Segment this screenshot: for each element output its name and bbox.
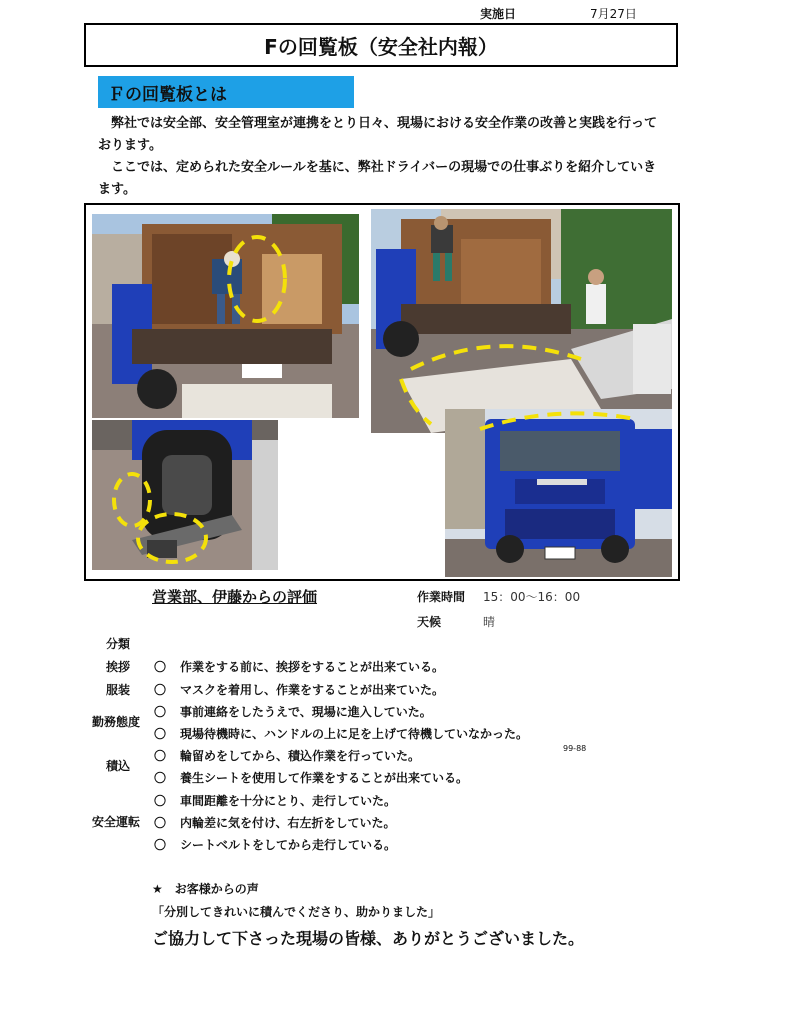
- check-mark: 〇: [154, 705, 167, 719]
- eval-item: [154, 814, 396, 831]
- customer-voice-title: ★ お客様からの声: [152, 882, 259, 896]
- check-mark: 〇: [154, 660, 167, 674]
- photo-truck-front: [445, 409, 672, 577]
- work-time-label: 作業時間: [417, 590, 466, 604]
- eval-item-text: 輪留めをしてから、積込作業を行っていた。: [180, 749, 421, 763]
- check-mark: 〇: [154, 683, 167, 697]
- category-greeting: 挨拶: [106, 660, 131, 674]
- eval-item-text: シートベルトをしてから走行している。: [180, 838, 397, 852]
- photo-protective-sheet: [371, 209, 672, 433]
- eval-item: [154, 769, 468, 786]
- license-plate-text: 99-88: [563, 744, 587, 753]
- eval-item-text: 養生シートを使用して作業をすることが出来ている。: [180, 771, 469, 785]
- category-safe-driving: 安全運転: [92, 815, 141, 829]
- work-time-value: 15：00〜16：00: [483, 590, 581, 604]
- date-value: 7月27日: [590, 7, 637, 21]
- intro-text: [98, 113, 668, 201]
- eval-item-text: マスクを着用し、作業をすることが出来ていた。: [180, 683, 445, 697]
- eval-item-text: 作業をする前に、挨拶をすることが出来ている。: [180, 660, 445, 674]
- category-header: 分類: [106, 637, 131, 651]
- eval-item: [154, 836, 396, 853]
- check-mark: 〇: [154, 727, 167, 741]
- page-title: Fの回覧板（安全社内報）: [84, 23, 678, 67]
- eval-item: [154, 658, 444, 675]
- weather-label: 天候: [417, 615, 442, 629]
- eval-item-text: 車間距離を十分にとり、走行していた。: [180, 794, 397, 808]
- category-loading: 積込: [106, 759, 131, 773]
- weather-value: 晴: [483, 615, 496, 629]
- eval-item: [154, 703, 432, 720]
- eval-item-text: 内輪差に気を付け、右左折をしていた。: [180, 816, 396, 830]
- evaluation-heading: 営業部、伊藤からの評価: [152, 588, 318, 606]
- eval-item: [154, 725, 528, 742]
- category-work-attitude: 勤務態度: [92, 715, 141, 729]
- check-mark: 〇: [154, 838, 167, 852]
- eval-item: [154, 681, 444, 698]
- check-mark: 〇: [154, 771, 167, 785]
- eval-item-text: 現場待機時に、ハンドルの上に足を上げて待機していなかった。: [180, 727, 529, 741]
- check-mark: 〇: [154, 749, 167, 763]
- date-label: 実施日: [480, 7, 517, 21]
- intro-paragraph-2: ここでは、定められた安全ルールを基に、弊社ドライバーの現場での仕事ぶりを紹介していきます。: [98, 160, 657, 197]
- closing-message: ご協力して下さった現場の皆様、ありがとうございました。: [152, 929, 585, 948]
- eval-item: [154, 747, 420, 764]
- check-mark: 〇: [154, 794, 167, 808]
- section-heading: Ｆの回覧板とは: [98, 76, 354, 108]
- intro-paragraph-1: 弊社では安全部、安全管理室が連携をとり日々、現場における安全作業の改善と実践を行っております。: [98, 116, 658, 153]
- eval-item-text: 事前連絡をしたうえで、現場に進入していた。: [180, 705, 432, 719]
- customer-voice-quote: 「分別してきれいに積んでくださり、助かりました」: [152, 905, 441, 919]
- eval-item: [154, 792, 396, 809]
- photo-wheel-chock: [92, 420, 278, 570]
- category-attire: 服装: [106, 683, 131, 697]
- photo-loading-container: [92, 214, 359, 418]
- check-mark: 〇: [154, 816, 167, 830]
